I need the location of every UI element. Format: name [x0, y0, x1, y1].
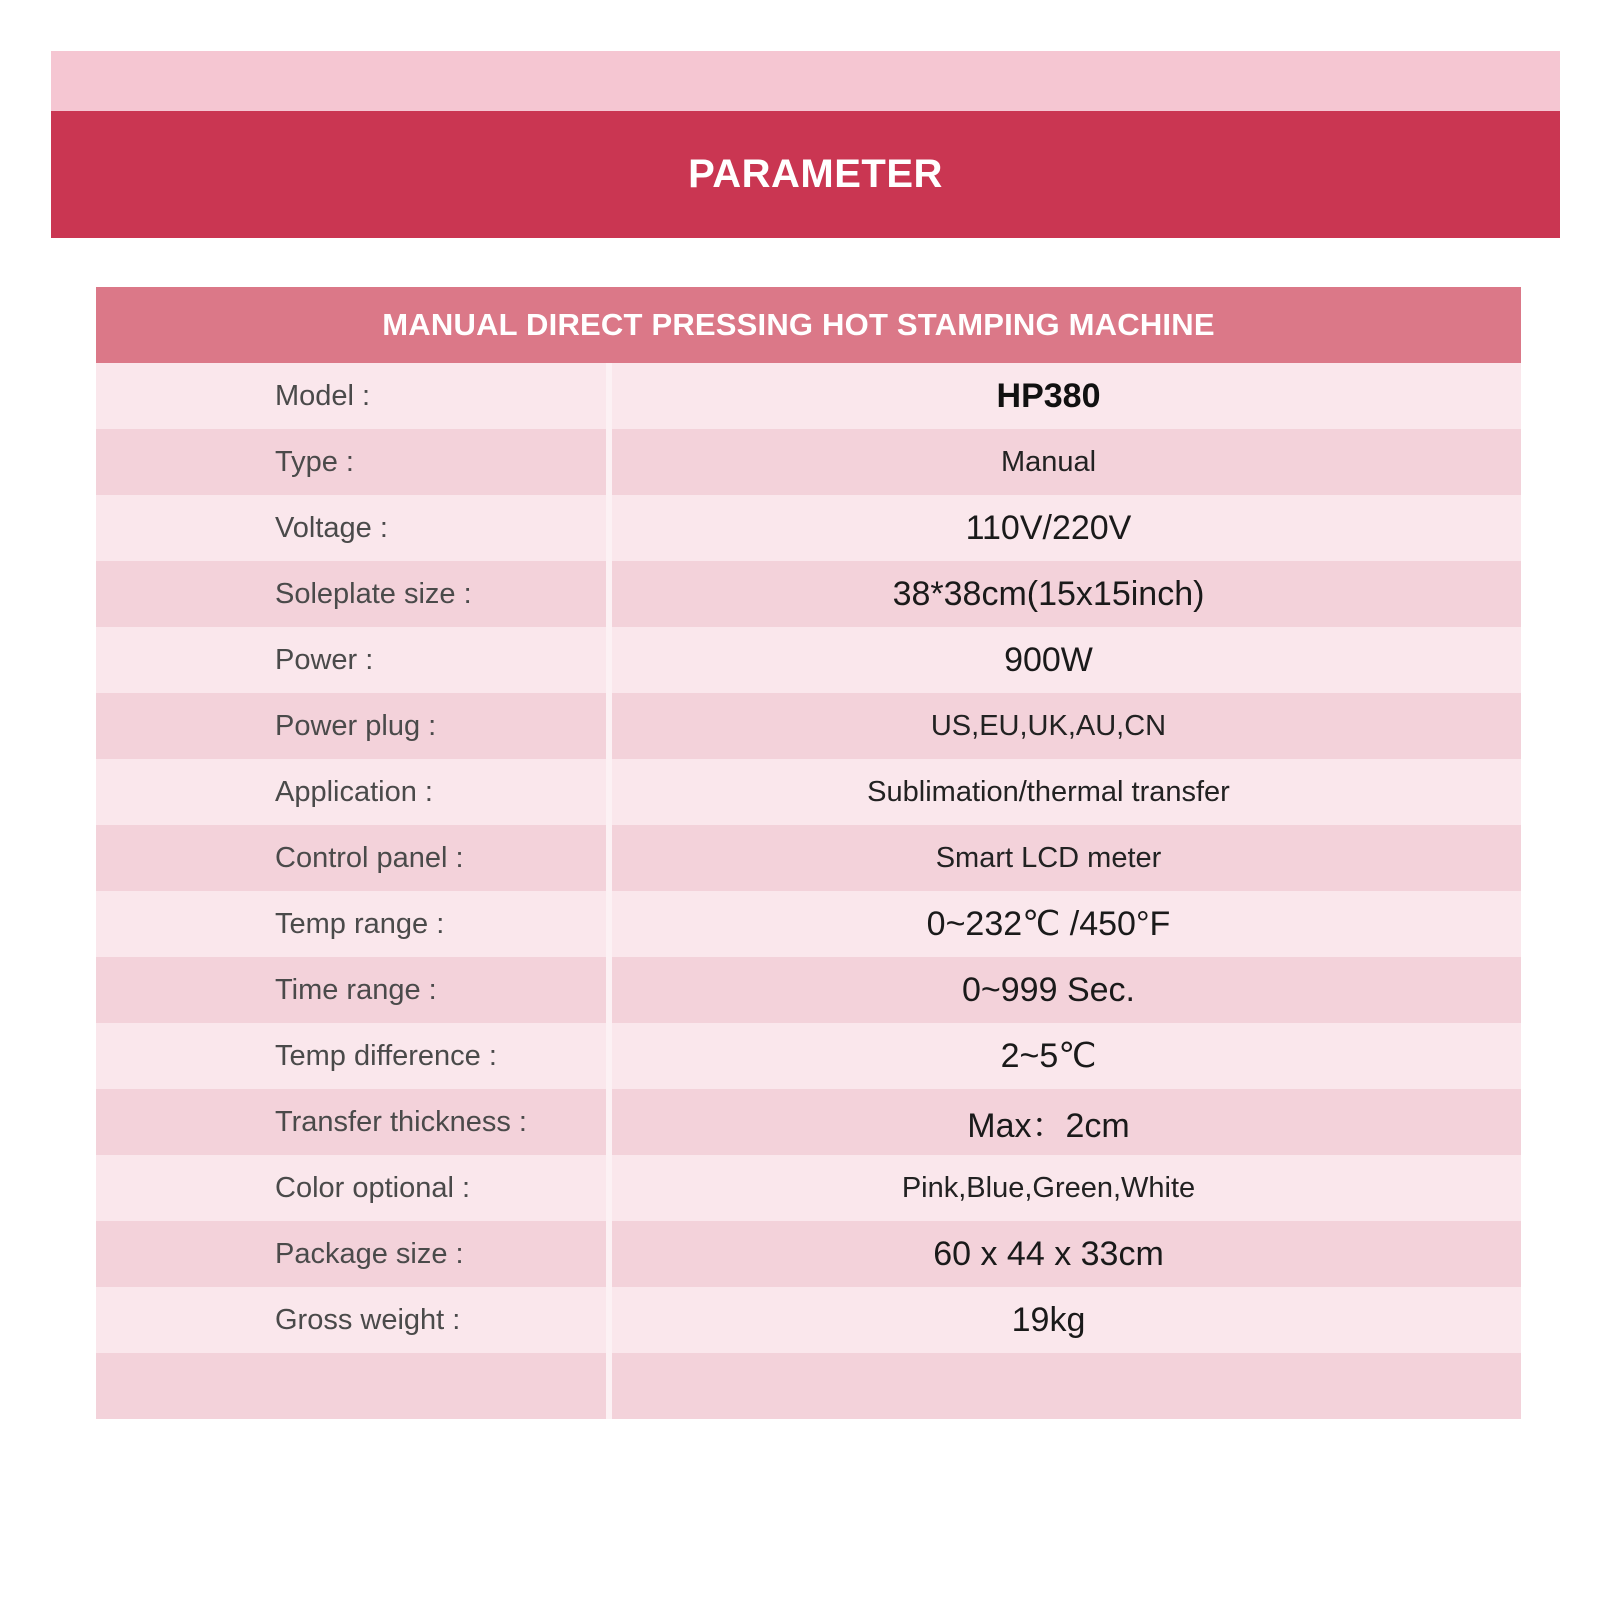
- table-row-empty: [96, 1353, 1521, 1419]
- table-row: [96, 1221, 1521, 1287]
- table-row: [96, 1023, 1521, 1089]
- row-value: Max：2cm: [967, 1106, 1130, 1145]
- table-row: [96, 1155, 1521, 1221]
- table-row: [96, 1089, 1521, 1155]
- row-value: Pink,Blue,Green,White: [901, 1171, 1196, 1204]
- table-row: [96, 957, 1521, 1023]
- row-label: Temp range :: [275, 907, 445, 940]
- table-row: [96, 495, 1521, 561]
- row-label: Power plug :: [275, 709, 437, 742]
- banner-top-stripe: [51, 51, 1560, 111]
- table-row: [96, 891, 1521, 957]
- column-divider: [606, 1221, 612, 1287]
- row-label: Voltage :: [275, 511, 388, 544]
- table-row: [96, 429, 1521, 495]
- parameter-banner: [51, 51, 1560, 238]
- row-label: Temp difference :: [275, 1039, 497, 1072]
- row-label: Package size :: [275, 1237, 464, 1270]
- column-divider: [606, 1155, 612, 1221]
- table-row: [96, 363, 1521, 429]
- spec-table: [96, 287, 1521, 1419]
- row-label: Type :: [275, 445, 354, 478]
- row-value: 60 x 44 x 33cm: [933, 1234, 1164, 1273]
- row-label: Power :: [275, 643, 374, 676]
- table-row: [96, 825, 1521, 891]
- column-divider: [606, 561, 612, 627]
- row-label: Color optional :: [275, 1171, 471, 1204]
- row-value: 110V/220V: [965, 508, 1132, 547]
- column-divider: [606, 693, 612, 759]
- row-label: Gross weight :: [275, 1303, 461, 1336]
- column-divider: [606, 759, 612, 825]
- row-label: Model :: [275, 379, 371, 412]
- row-value: Sublimation/thermal transfer: [867, 775, 1230, 808]
- column-divider: [606, 825, 612, 891]
- banner-title: PARAMETER: [688, 152, 943, 196]
- column-divider: [606, 495, 612, 561]
- column-divider: [606, 1287, 612, 1353]
- column-divider: [606, 363, 612, 429]
- row-label: Soleplate size :: [275, 577, 472, 610]
- row-value: Smart LCD meter: [935, 841, 1162, 874]
- spec-table-title: MANUAL DIRECT PRESSING HOT STAMPING MACHINE: [382, 307, 1215, 342]
- column-divider: [606, 1353, 612, 1419]
- spec-table-header: [96, 287, 1521, 363]
- row-label: Control panel :: [275, 841, 464, 874]
- banner-main-bar: [51, 111, 1560, 238]
- table-row: [96, 561, 1521, 627]
- column-divider: [606, 1023, 612, 1089]
- column-divider: [606, 627, 612, 693]
- row-value: 0~232℃ /450°F: [926, 905, 1171, 943]
- column-divider: [606, 891, 612, 957]
- table-row: [96, 759, 1521, 825]
- row-value: 2~5℃: [1000, 1037, 1097, 1075]
- row-value: US,EU,UK,AU,CN: [930, 709, 1167, 742]
- table-row: [96, 693, 1521, 759]
- table-row: [96, 627, 1521, 693]
- row-value: 0~999 Sec.: [962, 970, 1135, 1009]
- row-label: Transfer thickness :: [275, 1105, 527, 1138]
- row-value: 38*38cm(15x15inch): [892, 574, 1205, 613]
- row-label: Application :: [275, 775, 433, 808]
- row-value: Manual: [1000, 445, 1097, 478]
- row-label: Time range :: [275, 973, 437, 1006]
- table-row: [96, 1287, 1521, 1353]
- column-divider: [606, 1089, 612, 1155]
- row-value: HP380: [996, 376, 1101, 415]
- column-divider: [606, 957, 612, 1023]
- column-divider: [606, 429, 612, 495]
- row-value: 19kg: [1011, 1300, 1086, 1339]
- row-value: 900W: [1004, 640, 1093, 679]
